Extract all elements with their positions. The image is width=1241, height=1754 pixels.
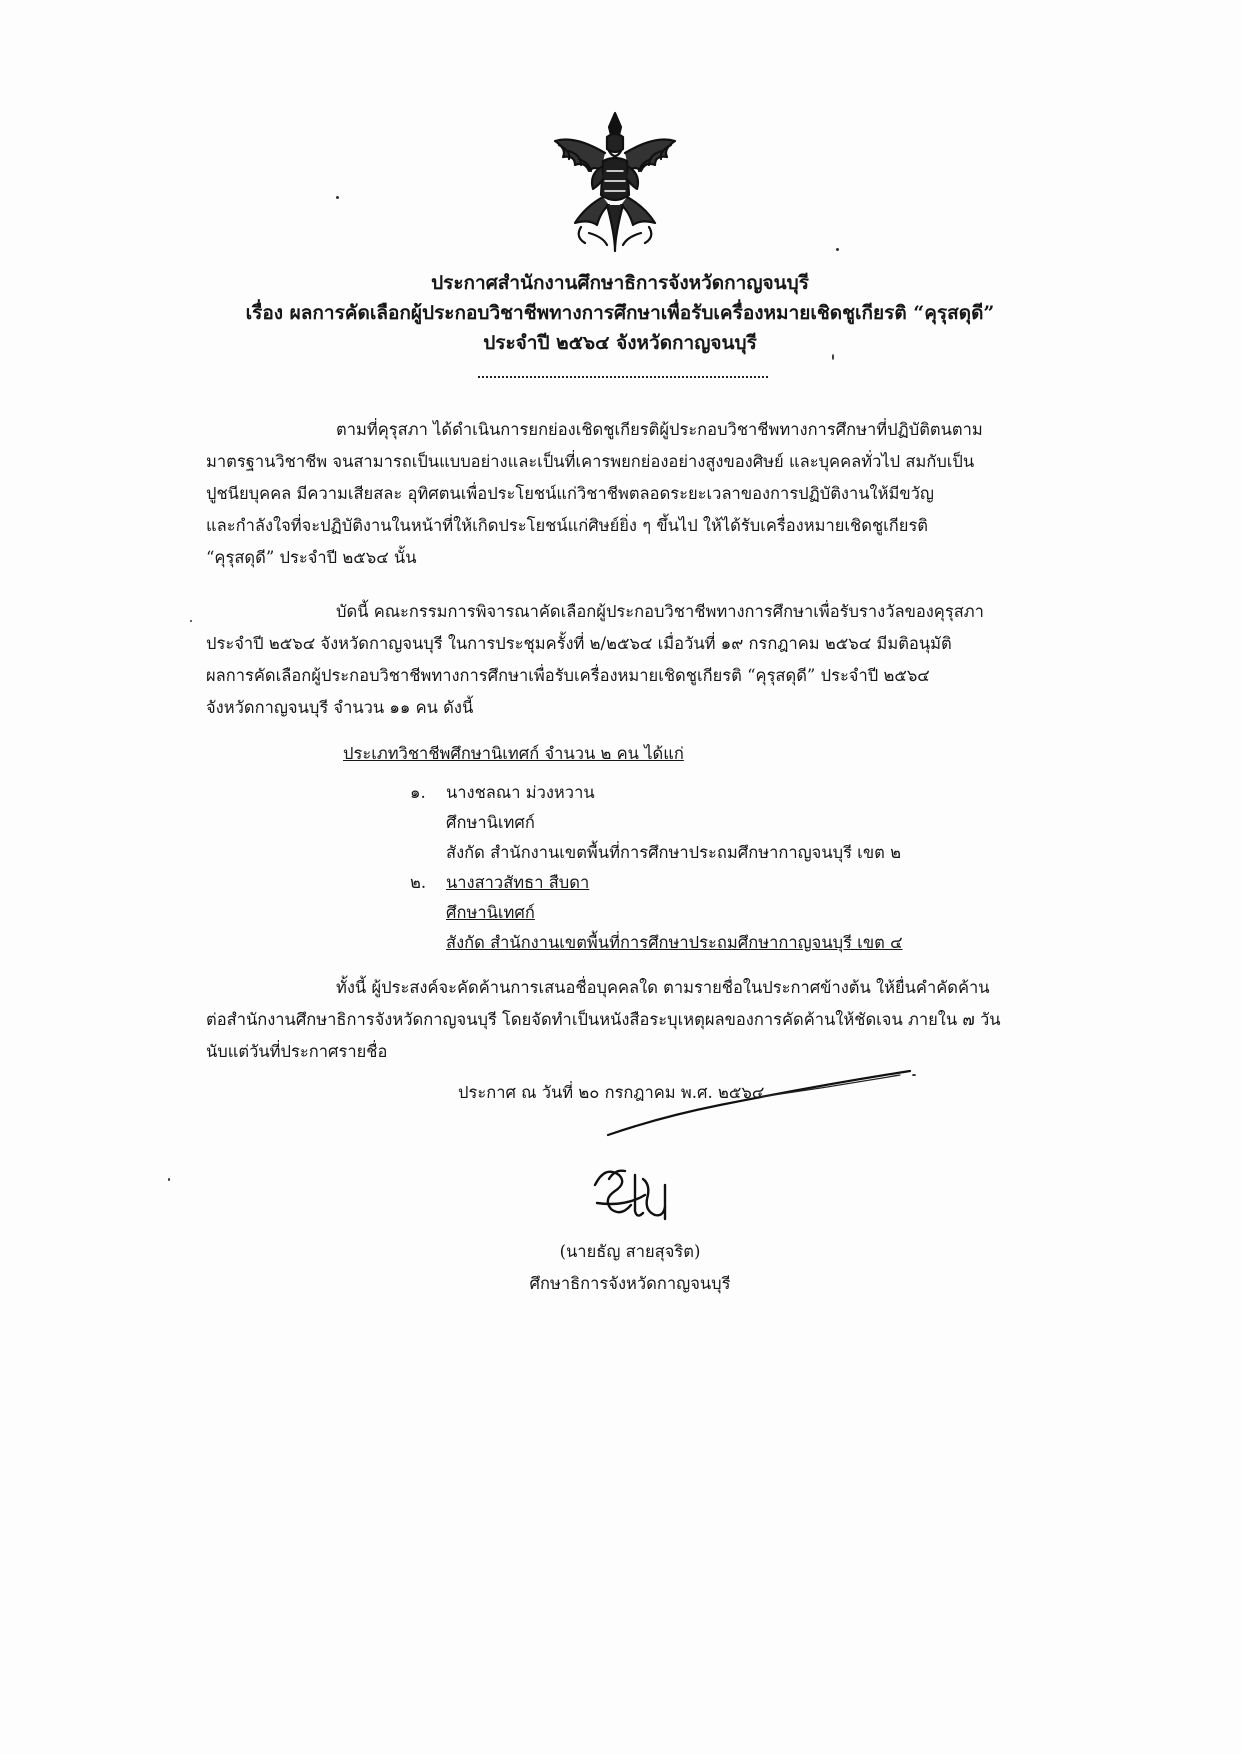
- document-title: [150, 268, 1090, 358]
- scan-speck: [190, 620, 192, 622]
- person-office: สังกัด สำนักงานเขตพื้นที่การศึกษาประถมศึกษากาญจนบุรี เขต ๔: [446, 933, 903, 952]
- title-line-3: ประจำปี ๒๕๖๔ จังหวัดกาญจนบุรี: [483, 332, 757, 354]
- signer-position: ศึกษาธิการจังหวัดกาญจนบุรี: [529, 1274, 731, 1293]
- person-name: นางสาวสัทธา สืบดา: [446, 873, 590, 892]
- category-heading: ประเภทวิชาชีพศึกษานิเทศก์ จำนวน ๒ คน ได้แก่: [343, 744, 684, 763]
- paragraph-line: นับแต่วันที่ประกาศรายชื่อ: [206, 1042, 388, 1061]
- paragraph-objection: [206, 972, 1046, 1068]
- signature-icon: [585, 1155, 675, 1225]
- paragraph-line: ทั้งนี้ ผู้ประสงค์จะคัดค้านการเสนอชื่อบุคคลใด ตามรายชื่อในประกาศข้างต้น ให้ยื่นคำคัดค้าน: [336, 978, 990, 997]
- paragraph-line: บัดนี้ คณะกรรมการพิจารณาคัดเลือกผู้ประกอบวิชาชีพทางการศึกษาเพื่อรับรางวัลของคุรุสภา: [336, 602, 984, 621]
- title-line-2: เรื่อง ผลการคัดเลือกผู้ประกอบวิชาชีพทางการศึกษาเพื่อรับเครื่องหมายเชิดชูเกียรติ “คุรุสดุดี”: [245, 302, 995, 324]
- scan-speck: [912, 1074, 916, 1076]
- paragraph-line: ผลการคัดเลือกผู้ประกอบวิชาชีพทางการศึกษาเพื่อรับเครื่องหมายเชิดชูเกียรติ “คุรุสดุดี” ประจำปี ๒๕๖๔: [206, 666, 930, 685]
- paragraph-intro: [206, 414, 1046, 574]
- garuda-emblem-icon: [545, 105, 685, 255]
- paragraph-resolution: [206, 596, 1046, 724]
- person-number: ๒.: [410, 873, 427, 892]
- person-entry: [410, 868, 903, 958]
- signer-name: (นายธัญ สายสุจริต): [559, 1242, 701, 1261]
- paragraph-line: จังหวัดกาญจนบุรี จำนวน ๑๑ คน ดังนี้: [206, 698, 474, 717]
- scan-speck: [168, 1178, 170, 1181]
- scan-speck: [832, 354, 834, 360]
- paragraph-line: ประจำปี ๒๕๖๔ จังหวัดกาญจนบุรี ในการประชุมครั้งที่ ๒/๒๕๖๔ เมื่อวันที่ ๑๙ กรกฎาคม ๒๕๖๔ มีมติอนุมัติ: [206, 634, 952, 653]
- paragraph-line: ต่อสำนักงานศึกษาธิการจังหวัดกาญจนบุรี โดยจัดทำเป็นหนังสือระบุเหตุผลของการคัดค้านให้ชัดเจน ภายใน ๗ วัน: [206, 1010, 1001, 1029]
- paragraph-line: “คุรุสดุดี” ประจำปี ๒๕๖๔ นั้น: [206, 548, 417, 567]
- person-office: สังกัด สำนักงานเขตพื้นที่การศึกษาประถมศึกษากาญจนบุรี เขต ๒: [446, 843, 901, 862]
- title-divider: [478, 376, 768, 378]
- paragraph-line: ปูชนียบุคคล มีความเสียสละ อุทิศตนเพื่อประโยชน์แก่วิชาชีพตลอดระยะเวลาของการปฏิบัติงานให้มีขวัญ: [206, 484, 934, 503]
- person-number: ๑.: [410, 783, 426, 802]
- scan-speck: [836, 248, 839, 251]
- announcement-date: ประกาศ ณ วันที่ ๒๐ กรกฎาคม พ.ศ. ๒๕๖๔: [458, 1083, 765, 1102]
- paragraph-line: มาตรฐานวิชาชีพ จนสามารถเป็นแบบอย่างและเป็นที่เคารพยกย่องอย่างสูงของศิษย์ และบุคคลทั่วไป สมกับเป็น: [206, 452, 975, 471]
- paragraph-line: ตามที่คุรุสภา ได้ดำเนินการยกย่องเชิดชูเกียรติผู้ประกอบวิชาชีพทางการศึกษาที่ปฏิบัติตนตาม: [336, 420, 983, 439]
- scan-speck: [336, 196, 339, 199]
- paragraph-line: และกำลังใจที่จะปฏิบัติงานในหน้าที่ให้เกิดประโยชน์แก่ศิษย์ยิ่ง ๆ ขึ้นไป ให้ได้รับเครื่องหมายเชิดชูเกียรติ: [206, 516, 929, 535]
- person-name: นางชลณา ม่วงหวาน: [446, 783, 595, 802]
- person-position: ศึกษานิเทศก์: [446, 903, 535, 922]
- person-entry: [410, 778, 901, 868]
- person-position: ศึกษานิเทศก์: [446, 813, 535, 832]
- title-line-1: ประกาศสำนักงานศึกษาธิการจังหวัดกาญจนบุรี: [431, 272, 809, 294]
